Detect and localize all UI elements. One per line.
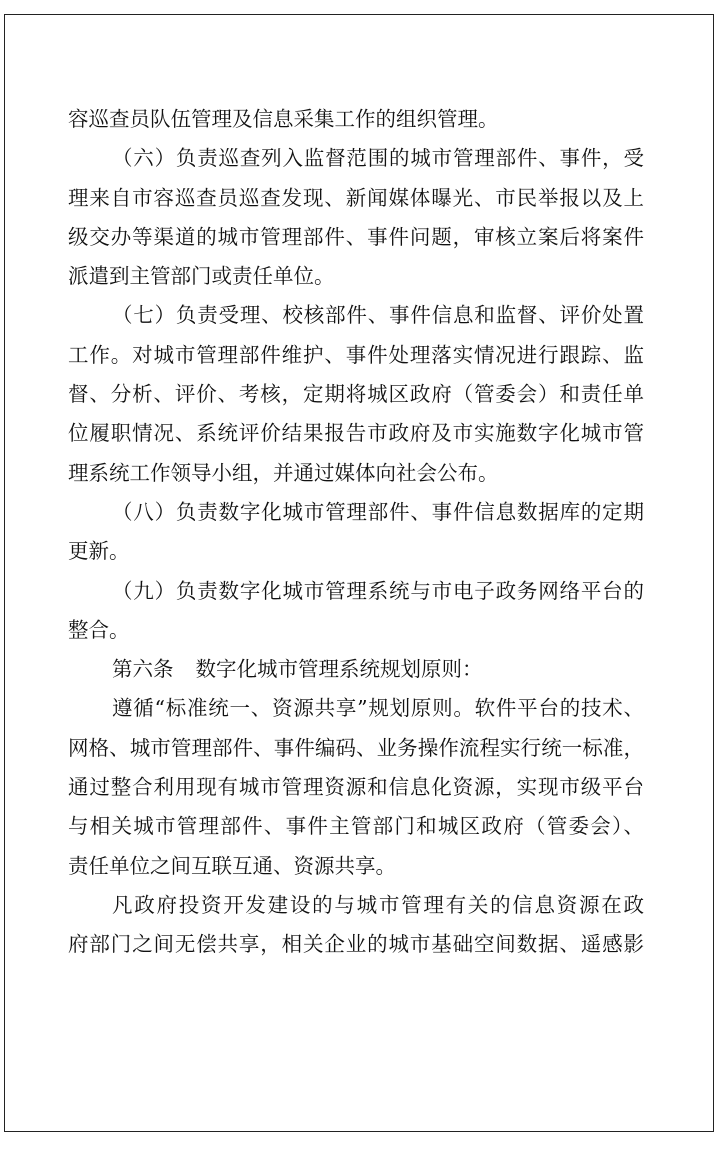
text-line: 工作。对城市管理部件维护、事件处理落实情况进行跟踪、监 (68, 342, 644, 367)
text-line: （六）负责巡查列入监督范围的城市管理部件、事件，受 (112, 146, 644, 171)
text-line: 整合。 (68, 617, 130, 642)
article-heading (68, 650, 644, 689)
text-line: 理来自市容巡查员巡查发现、新闻媒体曝光、市民举报以及上 (68, 185, 644, 210)
text-line: 更新。 (68, 539, 130, 564)
text-line: 遵循“标准统一、资源共享”规划原则。软件平台的技术、 (112, 696, 644, 721)
text-line: （八）负责数字化城市管理部件、事件信息数据库的定期 (112, 499, 644, 524)
article-number: 第六条 (112, 657, 174, 682)
text-line: 级交办等渠道的城市管理部件、事件问题，审核立案后将案件 (68, 224, 644, 249)
text-line: 督、分析、评价、考核，定期将城区政府（管委会）和责任单 (68, 382, 644, 407)
document-body (68, 100, 644, 965)
text-line: （七）负责受理、校核部件、事件信息和监督、评价处置 (112, 303, 644, 328)
text-line: 通过整合利用现有城市管理资源和信息化资源，实现市级平台 (68, 775, 644, 800)
text-line: 与相关城市管理部件、事件主管部门和城区政府（管委会）、 (68, 814, 644, 839)
text-line: 容巡查员队伍管理及信息采集工作的组织管理。 (68, 107, 499, 131)
text-line: 网格、城市管理部件、事件编码、业务操作流程实行统一标准， (68, 735, 644, 760)
text-line: 府部门之间无偿共享，相关企业的城市基础空间数据、遥感影 (68, 932, 644, 957)
article-title: 数字化城市管理系统规划原则： (195, 657, 483, 682)
text-line: 理系统工作领导小组，并通过媒体向社会公布。 (68, 460, 499, 485)
text-line: 位履职情况、系统评价结果报告市政府及市实施数字化城市管 (68, 421, 644, 446)
text-line: 责任单位之间互联互通、资源共享。 (68, 853, 396, 878)
text-line: （九）负责数字化城市管理系统与市电子政务网络平台的 (112, 578, 644, 603)
text-line: 凡政府投资开发建设的与城市管理有关的信息资源在政 (112, 892, 644, 917)
text-line: 派遣到主管部门或责任单位。 (68, 264, 335, 289)
